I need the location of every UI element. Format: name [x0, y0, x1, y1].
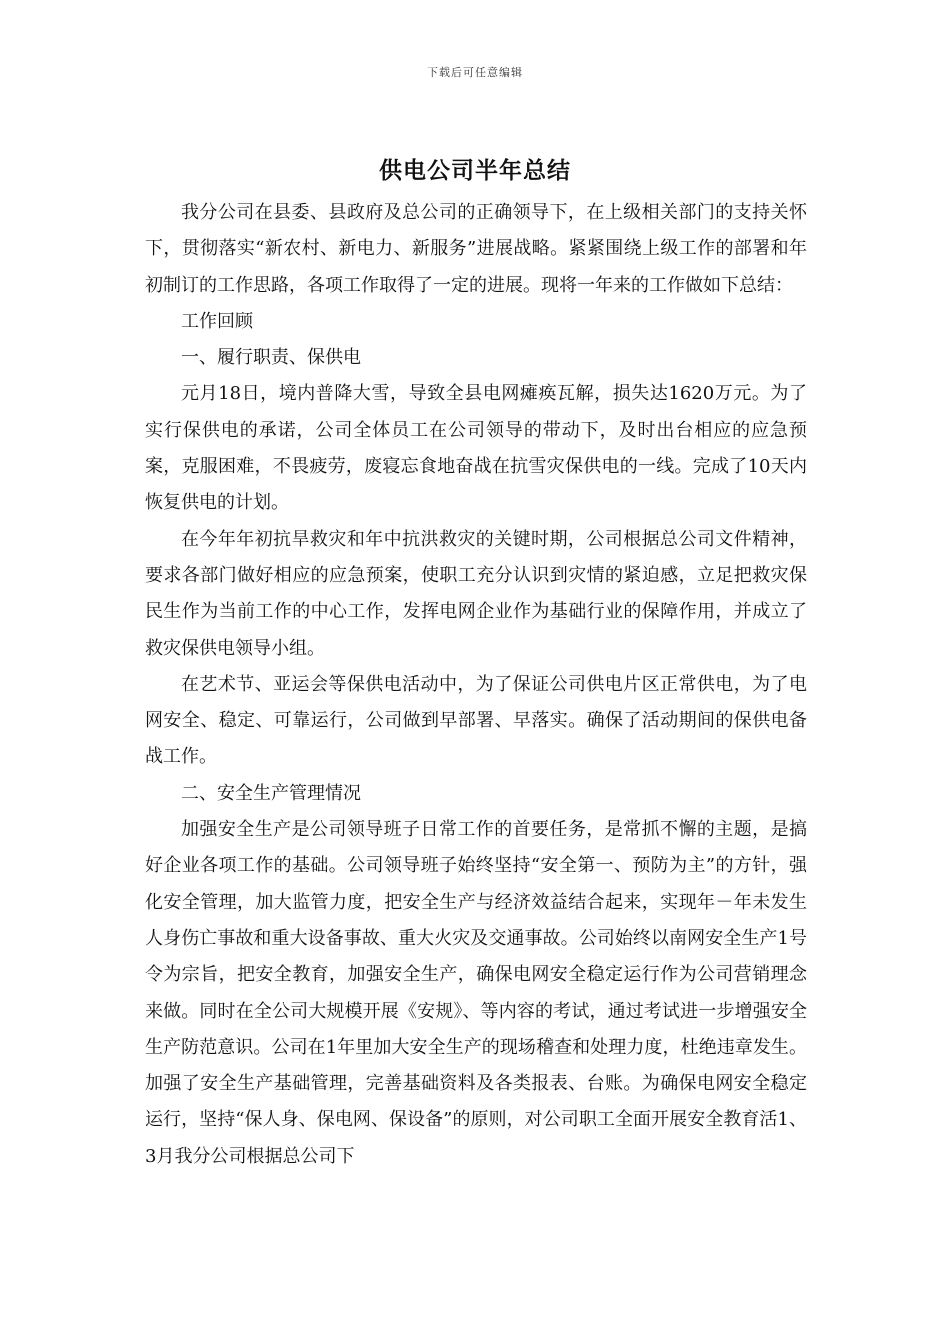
section-heading-2: 二、安全生产管理情况 [181, 782, 361, 804]
section-heading-1: 一、履行职责、保供电 [181, 347, 361, 369]
paragraph-4: 加强安全生产是公司领导班子日常工作的首要任务，是常抓不懈的主题，是搞好企业各项工作的基础。公司领导班子始终坚持“安全第一、预防为主”的方针，强化安全管理，加大监管力度，把安全生产与经济效益结合起来，实现年－年未发生人身伤亡事故和重大设备事故、重大火灾及交通事故。公司始终以南网安全生产1号令为宗旨，把安全教育，加强安全生产，确保电网安全稳定运行作为公司营销理念来做。同时在全公司大规模开展《安规》、等内容的考试，通过考试进一步增强安全生产防范意识。公司在1年里加大安全生产的现场稽查和处理力度，杜绝违章发生。加强了安全生产基础管理，完善基础资料及各类报表、台账。为确保电网安全稳定运行，坚持“保人身、保电网、保设备”的原则，对公司职工全面开展安全教育活1、3月我分公司根据总公司下 [145, 819, 807, 1167]
document-body [145, 195, 807, 1175]
paragraph-3: 在艺术节、亚运会等保供电活动中，为了保证公司供电片区正常供电，为了电网安全、稳定、可靠运行，公司做到早部署、早落实。确保了活动期间的保供电备战工作。 [145, 673, 807, 768]
paragraph-1: 元月18日，境内普降大雪，导致全县电网瘫痪瓦解，损失达1620万元。为了实行保供电的承诺，公司全体员工在公司领导的带动下，及时出台相应的应急预案，克服困难，不畏疲劳，废寝忘食地奋战在抗雪灾保供电的一线。完成了10天内恢复供电的计划。 [145, 383, 807, 514]
intro-paragraph: 我分公司在县委、县政府及总公司的正确领导下，在上级相关部门的支持关怀下，贯彻落实“新农村、新电力、新服务”进展战略。紧紧围绕上级工作的部署和年初制订的工作思路，各项工作取得了一定的进展。现将一年来的工作做如下总结： [145, 202, 807, 296]
document-title: 供电公司半年总结 [379, 157, 571, 184]
header-note: 下载后可任意编辑 [427, 66, 523, 79]
section-review-label: 工作回顾 [181, 310, 253, 332]
paragraph-2: 在今年年初抗旱救灾和年中抗洪救灾的关键时期，公司根据总公司文件精神，要求各部门做好相应的应急预案，使职工充分认识到灾情的紧迫感，立足把救灾保民生作为当前工作的中心工作，发挥电网企业作为基础行业的保障作用，并成立了救灾保供电领导小组。 [145, 528, 807, 659]
